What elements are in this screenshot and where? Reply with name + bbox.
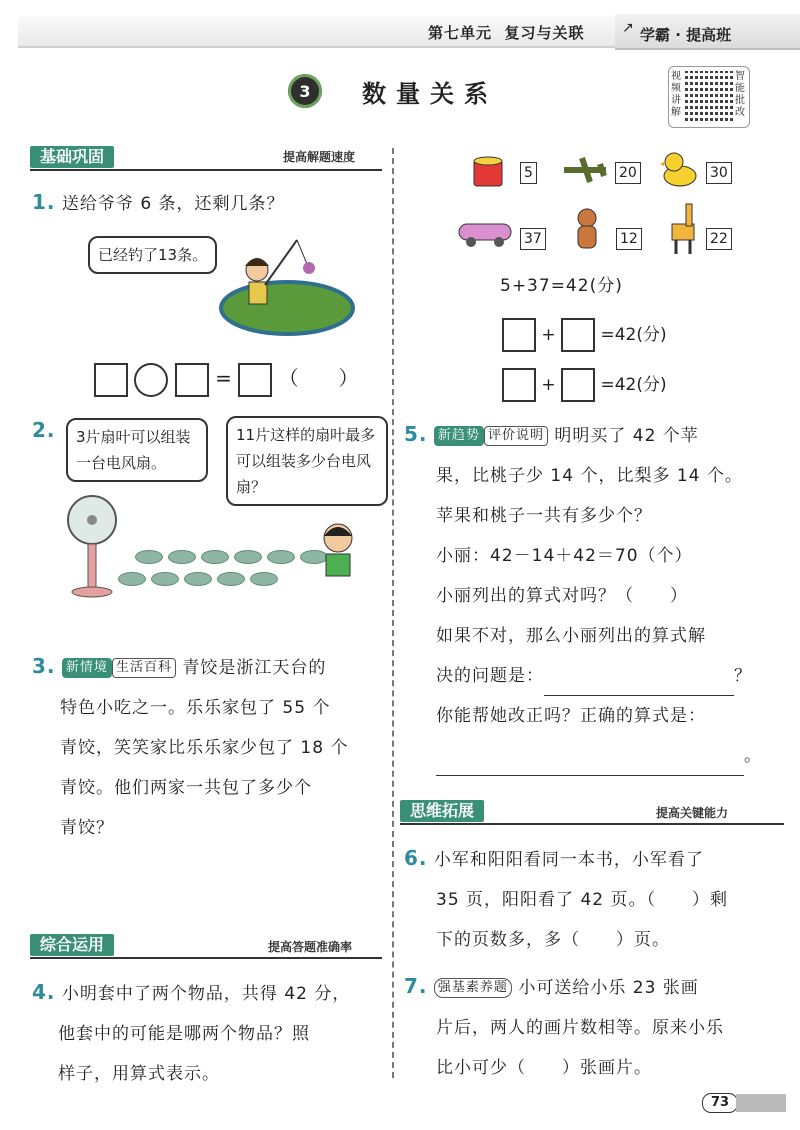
q5-text-7-end: ？: [734, 666, 752, 686]
question-4-number: 4.: [32, 980, 56, 1004]
teddy-bear-icon: [570, 206, 604, 252]
q4-answer-box[interactable]: [502, 318, 536, 352]
unit-name: 第七单元: [428, 24, 493, 42]
q1-speech-bubble: 已经钓了13条。: [88, 236, 217, 274]
q4-answer-box[interactable]: [502, 368, 536, 402]
question-6: [404, 838, 784, 960]
fan-blade-icon: [217, 572, 245, 586]
q5-text-4: 小丽：42－14＋42＝70（个）: [436, 546, 693, 566]
qr-code-icon: [685, 71, 733, 121]
qr-left-text: 视频讲解: [671, 71, 681, 118]
section-thinking-label: 思维拓展: [400, 800, 484, 822]
q1-answer-box-1[interactable]: [94, 363, 128, 397]
q5-text-6: 如果不对，那么小丽列出的算式解: [436, 626, 706, 646]
q5-line-9: [404, 736, 784, 776]
q4-answer-box[interactable]: [561, 368, 595, 402]
unit-label: [428, 22, 584, 43]
q3-tag-new-context: 新情境: [62, 658, 112, 678]
fan-blade-icon: [250, 572, 278, 586]
airplane-icon: [560, 150, 610, 190]
section-basic-label: 基础巩固: [30, 146, 114, 168]
q5-line-7: [404, 656, 784, 696]
q4-line-1: [32, 972, 387, 1014]
section-basic-underline: [30, 169, 382, 171]
page-number: 73: [702, 1093, 738, 1113]
toy-car-icon: [455, 210, 515, 250]
q7-text-2: 片后，两人的画片数相等。原来小乐: [436, 1018, 724, 1038]
car-score: 37: [520, 228, 546, 250]
qr-right-text: 智能批改: [735, 71, 745, 118]
q5-text-3: 苹果和桃子一共有多少个？: [436, 506, 652, 526]
boy-avatar-illustration: [318, 518, 358, 578]
q3-text-3: 青饺，笑笑家比乐乐家少包了 18 个: [60, 738, 349, 758]
giraffe-score: 22: [706, 228, 732, 250]
fan-blade-icon: [135, 550, 163, 564]
q6-text-2: 35 页，阳阳看了 42 页。（ ）剩: [436, 890, 728, 910]
q5-answer-blank-problem[interactable]: [544, 675, 734, 696]
fishing-scene-illustration: [215, 230, 355, 340]
q3-text-4: 青饺。他们两家一共包了多少个: [60, 778, 312, 798]
qr-code-panel[interactable]: [668, 66, 750, 128]
q1-equation-row: [94, 362, 359, 397]
section-applied-sub: 提高答题准确率: [268, 940, 353, 954]
fan-blade-icon: [234, 550, 262, 564]
fan-blade-icon: [201, 550, 229, 564]
q5-tag-new-trend: 新趋势: [434, 426, 484, 446]
question-5-number: 5.: [404, 422, 428, 446]
q4-text-2: 他套中的可能是哪两个物品？照: [58, 1024, 310, 1044]
question-2-number: 2.: [32, 418, 56, 442]
question-6-number: 6.: [404, 846, 428, 870]
column-divider: [392, 148, 394, 1078]
question-1-number: 1.: [32, 190, 56, 214]
duck-icon: [660, 148, 700, 188]
q1-unit-paren[interactable]: （ ）: [278, 366, 359, 390]
q4-answer-row-1: [502, 318, 667, 352]
q6-text-3: 下的页数多，多（ ）页。: [436, 930, 670, 950]
section-applied-underline: [30, 957, 382, 959]
q5-tag-evaluation: 评价说明: [484, 426, 548, 446]
q5-text-8: 你能帮她改正吗？正确的算式是：: [436, 706, 706, 726]
question-3: [32, 646, 382, 848]
q7-line-1: [404, 966, 784, 1008]
fan-blade-icon: [118, 572, 146, 586]
q3-tag-life-encyclopedia: 生活百科: [112, 658, 176, 678]
q5-line-1: [404, 414, 784, 456]
question-4: [32, 972, 387, 1094]
fan-blade-icon: [184, 572, 212, 586]
q5-text-7: 决的问题是：: [436, 666, 544, 686]
brand-arrow-icon: ↗: [622, 20, 634, 36]
fan-blade-icon: [151, 572, 179, 586]
q4-answer-box[interactable]: [561, 318, 595, 352]
q4-plus-sign: +: [541, 325, 556, 345]
question-1-text: 送给爷爷 6 条，还剩几条？: [61, 194, 285, 214]
q5-text-2: 果，比桃子少 14 个，比梨多 14 个。: [436, 466, 743, 486]
airplane-score: 20: [615, 162, 641, 184]
drum-score: 5: [520, 162, 537, 184]
q4-example-equation: 5+37=42(分): [500, 276, 623, 296]
q5-text-9-end: 。: [744, 746, 762, 766]
q1-equals-sign: =: [215, 366, 232, 390]
question-2-number-wrap: [32, 410, 56, 452]
section-thinking-sub: 提高关键能力: [656, 806, 729, 820]
q3-text-5: 青饺？: [60, 818, 114, 838]
section-applied-label: 综合运用: [30, 934, 114, 956]
page-number-bar: [736, 1094, 786, 1112]
q2-speech-bubble-2: 11片这样的扇叶最多可以组装多少台电风扇？: [226, 416, 388, 506]
q4-result-text: =42(分): [600, 325, 667, 345]
q7-text-3: 比小可少（ ）张画片。: [436, 1058, 652, 1078]
q4-answer-row-2: [502, 368, 667, 402]
q4-result-text: =42(分): [600, 375, 667, 395]
brand-label: 学霸 · 提高班: [640, 26, 732, 44]
q4-text-3: 样子，用算式表示。: [58, 1064, 220, 1084]
fan-blade-icon: [267, 550, 295, 564]
q1-operator-circle[interactable]: [134, 363, 168, 397]
section-basic-sub: 提高解题速度: [283, 150, 356, 164]
page-header: [0, 0, 800, 52]
section-thinking-underline: [400, 823, 784, 825]
electric-fan-illustration: [64, 492, 124, 602]
lesson-title: 数量关系: [362, 80, 498, 108]
q1-answer-box-3[interactable]: [238, 363, 272, 397]
lesson-number-badge: 3: [288, 74, 322, 108]
question-7: [404, 966, 784, 1088]
q5-answer-blank-equation[interactable]: [436, 755, 744, 776]
q7-text-1: 小可送给小乐 23 张画: [518, 978, 699, 998]
fan-blade-icon: [168, 550, 196, 564]
q6-line-1: [404, 838, 784, 880]
q5-text-1: 明明买了 42 个苹: [554, 426, 699, 446]
q3-line-1: [32, 646, 382, 688]
q4-text-1: 小明套中了两个物品，共得 42 分，: [61, 984, 351, 1004]
giraffe-icon: [664, 198, 704, 256]
q2-speech-bubble-1: 3片扇叶可以组装一台电风扇。: [66, 418, 208, 482]
question-7-number: 7.: [404, 974, 428, 998]
duck-score: 30: [706, 162, 732, 184]
unit-topic: 复习与关联: [504, 24, 585, 42]
q3-text-2: 特色小吃之一。乐乐家包了 55 个: [60, 698, 331, 718]
q7-tag-core-literacy: 强基素养题: [434, 978, 512, 998]
drum-icon: [470, 154, 506, 190]
question-3-number: 3.: [32, 654, 56, 678]
q1-answer-box-2[interactable]: [175, 363, 209, 397]
question-1: [32, 182, 285, 224]
q4-plus-sign: +: [541, 375, 556, 395]
q5-text-5: 小丽列出的算式对吗？（ ）: [436, 586, 688, 606]
q3-text-1: 青饺是浙江天台的: [182, 658, 327, 678]
q6-text-1: 小军和阳阳看同一本书，小军看了: [433, 850, 704, 870]
question-5: [404, 414, 784, 776]
bear-score: 12: [616, 228, 642, 250]
